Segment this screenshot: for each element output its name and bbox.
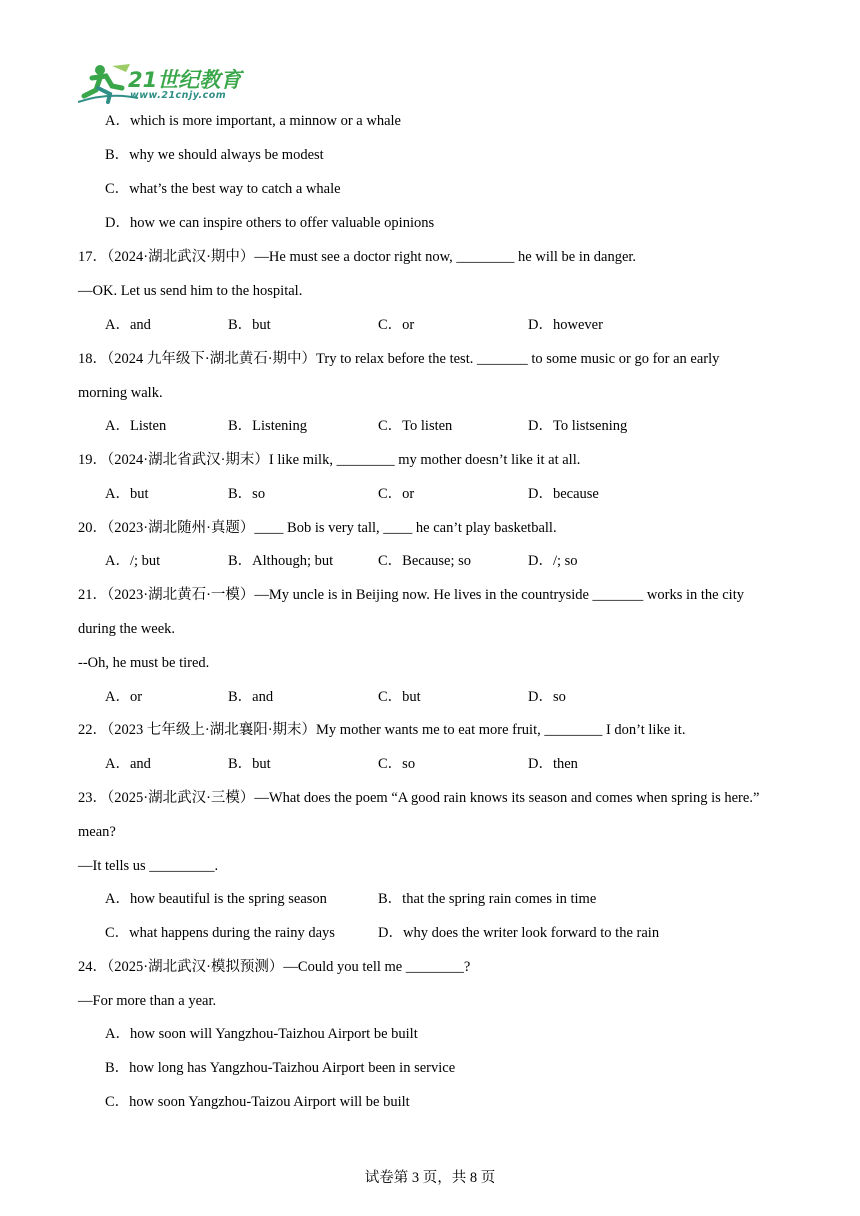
q19-stem: 19．（2024·湖北省武汉·期末）I like milk, ________ my mother doesn’t like it at all. bbox=[78, 452, 581, 468]
option-b: B．so bbox=[228, 486, 266, 502]
option-b: B．that the spring rain comes in time bbox=[378, 891, 597, 907]
q16-option-c: C．what’s the best way to catch a whale bbox=[105, 181, 341, 197]
option-c: C．what happens during the rainy days bbox=[105, 925, 335, 941]
q21-stem-cont: during the week. bbox=[78, 621, 176, 637]
option-b: B．Listening bbox=[228, 418, 307, 434]
q17-stem: 17．（2024·湖北武汉·期中）—He must see a doctor right now, ________ he will be in danger. bbox=[78, 249, 637, 265]
q16-option-b: B．why we should always be modest bbox=[105, 147, 324, 163]
option-c: C．or bbox=[378, 317, 415, 333]
q21-stem: 21．（2023·湖北黄石·一模）—My uncle is in Beijing now. He lives in the countryside _______ works in the city bbox=[78, 587, 744, 603]
option-c: C．Because; so bbox=[378, 553, 472, 569]
q21-reply: --Oh, he must be tired. bbox=[78, 655, 210, 671]
q24-option-a: A．how soon will Yangzhou-Taizhou Airport be built bbox=[105, 1026, 418, 1042]
option-d: D．/; so bbox=[528, 553, 578, 569]
option-d: D．then bbox=[528, 756, 578, 772]
option-a: A．or bbox=[105, 689, 143, 705]
logo-url: www.21cnjy.com bbox=[130, 90, 227, 101]
option-d: D．why does the writer look forward to the rain bbox=[378, 925, 660, 941]
site-logo bbox=[78, 62, 243, 104]
option-b: B．Although; but bbox=[228, 553, 334, 569]
option-a: A．/; but bbox=[105, 553, 161, 569]
q18-stem-cont: morning walk. bbox=[78, 385, 163, 401]
q24-reply: —For more than a year. bbox=[78, 993, 217, 1009]
option-d: D．so bbox=[528, 689, 566, 705]
q24-option-c: C．how soon Yangzhou-Taizou Airport will be built bbox=[105, 1094, 410, 1110]
option-c: C．To listen bbox=[378, 418, 453, 434]
option-c: C．or bbox=[378, 486, 415, 502]
q17-reply: —OK. Let us send him to the hospital. bbox=[78, 283, 303, 299]
option-c: C．so bbox=[378, 756, 416, 772]
option-a: A．Listen bbox=[105, 418, 167, 434]
q23-reply: —It tells us _________. bbox=[78, 858, 219, 874]
option-c: C．but bbox=[378, 689, 421, 705]
q23-stem-cont: mean? bbox=[78, 824, 116, 840]
option-d: D．because bbox=[528, 486, 599, 502]
q23-stem: 23．（2025·湖北武汉·三模）—What does the poem “A good rain knows its season and comes when spring is here.” bbox=[78, 790, 760, 806]
option-a: A．and bbox=[105, 317, 151, 333]
option-b: B．and bbox=[228, 689, 274, 705]
option-a: A．and bbox=[105, 756, 151, 772]
option-d: D．however bbox=[528, 317, 603, 333]
option-a: A．how beautiful is the spring season bbox=[105, 891, 327, 907]
option-d: D．To listsening bbox=[528, 418, 628, 434]
q16-option-a: A．which is more important, a minnow or a whale bbox=[105, 113, 401, 129]
q20-stem: 20．（2023·湖北随州·真题）____ Bob is very tall, ____ he can’t play basketball. bbox=[78, 520, 557, 536]
page-footer: 试卷第 3 页，共 8 页 bbox=[364, 1170, 496, 1186]
q24-stem: 24．（2025·湖北武汉·模拟预测）—Could you tell me ________? bbox=[78, 959, 471, 975]
option-b: B．but bbox=[228, 756, 271, 772]
q22-stem: 22．（2023 七年级上·湖北襄阳·期末）My mother wants me to eat more fruit, ________ I don’t like it. bbox=[78, 722, 686, 738]
q18-stem: 18．（2024 九年级下·湖北黄石·期中）Try to relax before the test. _______ to some music or go for an early bbox=[78, 351, 720, 367]
q24-option-b: B．how long has Yangzhou-Taizhou Airport been in service bbox=[105, 1060, 456, 1076]
option-a: A．but bbox=[105, 486, 149, 502]
option-b: B．but bbox=[228, 317, 271, 333]
logo-text: 21世纪教育 bbox=[128, 68, 242, 92]
q16-option-d: D．how we can inspire others to offer valuable opinions bbox=[105, 215, 435, 231]
